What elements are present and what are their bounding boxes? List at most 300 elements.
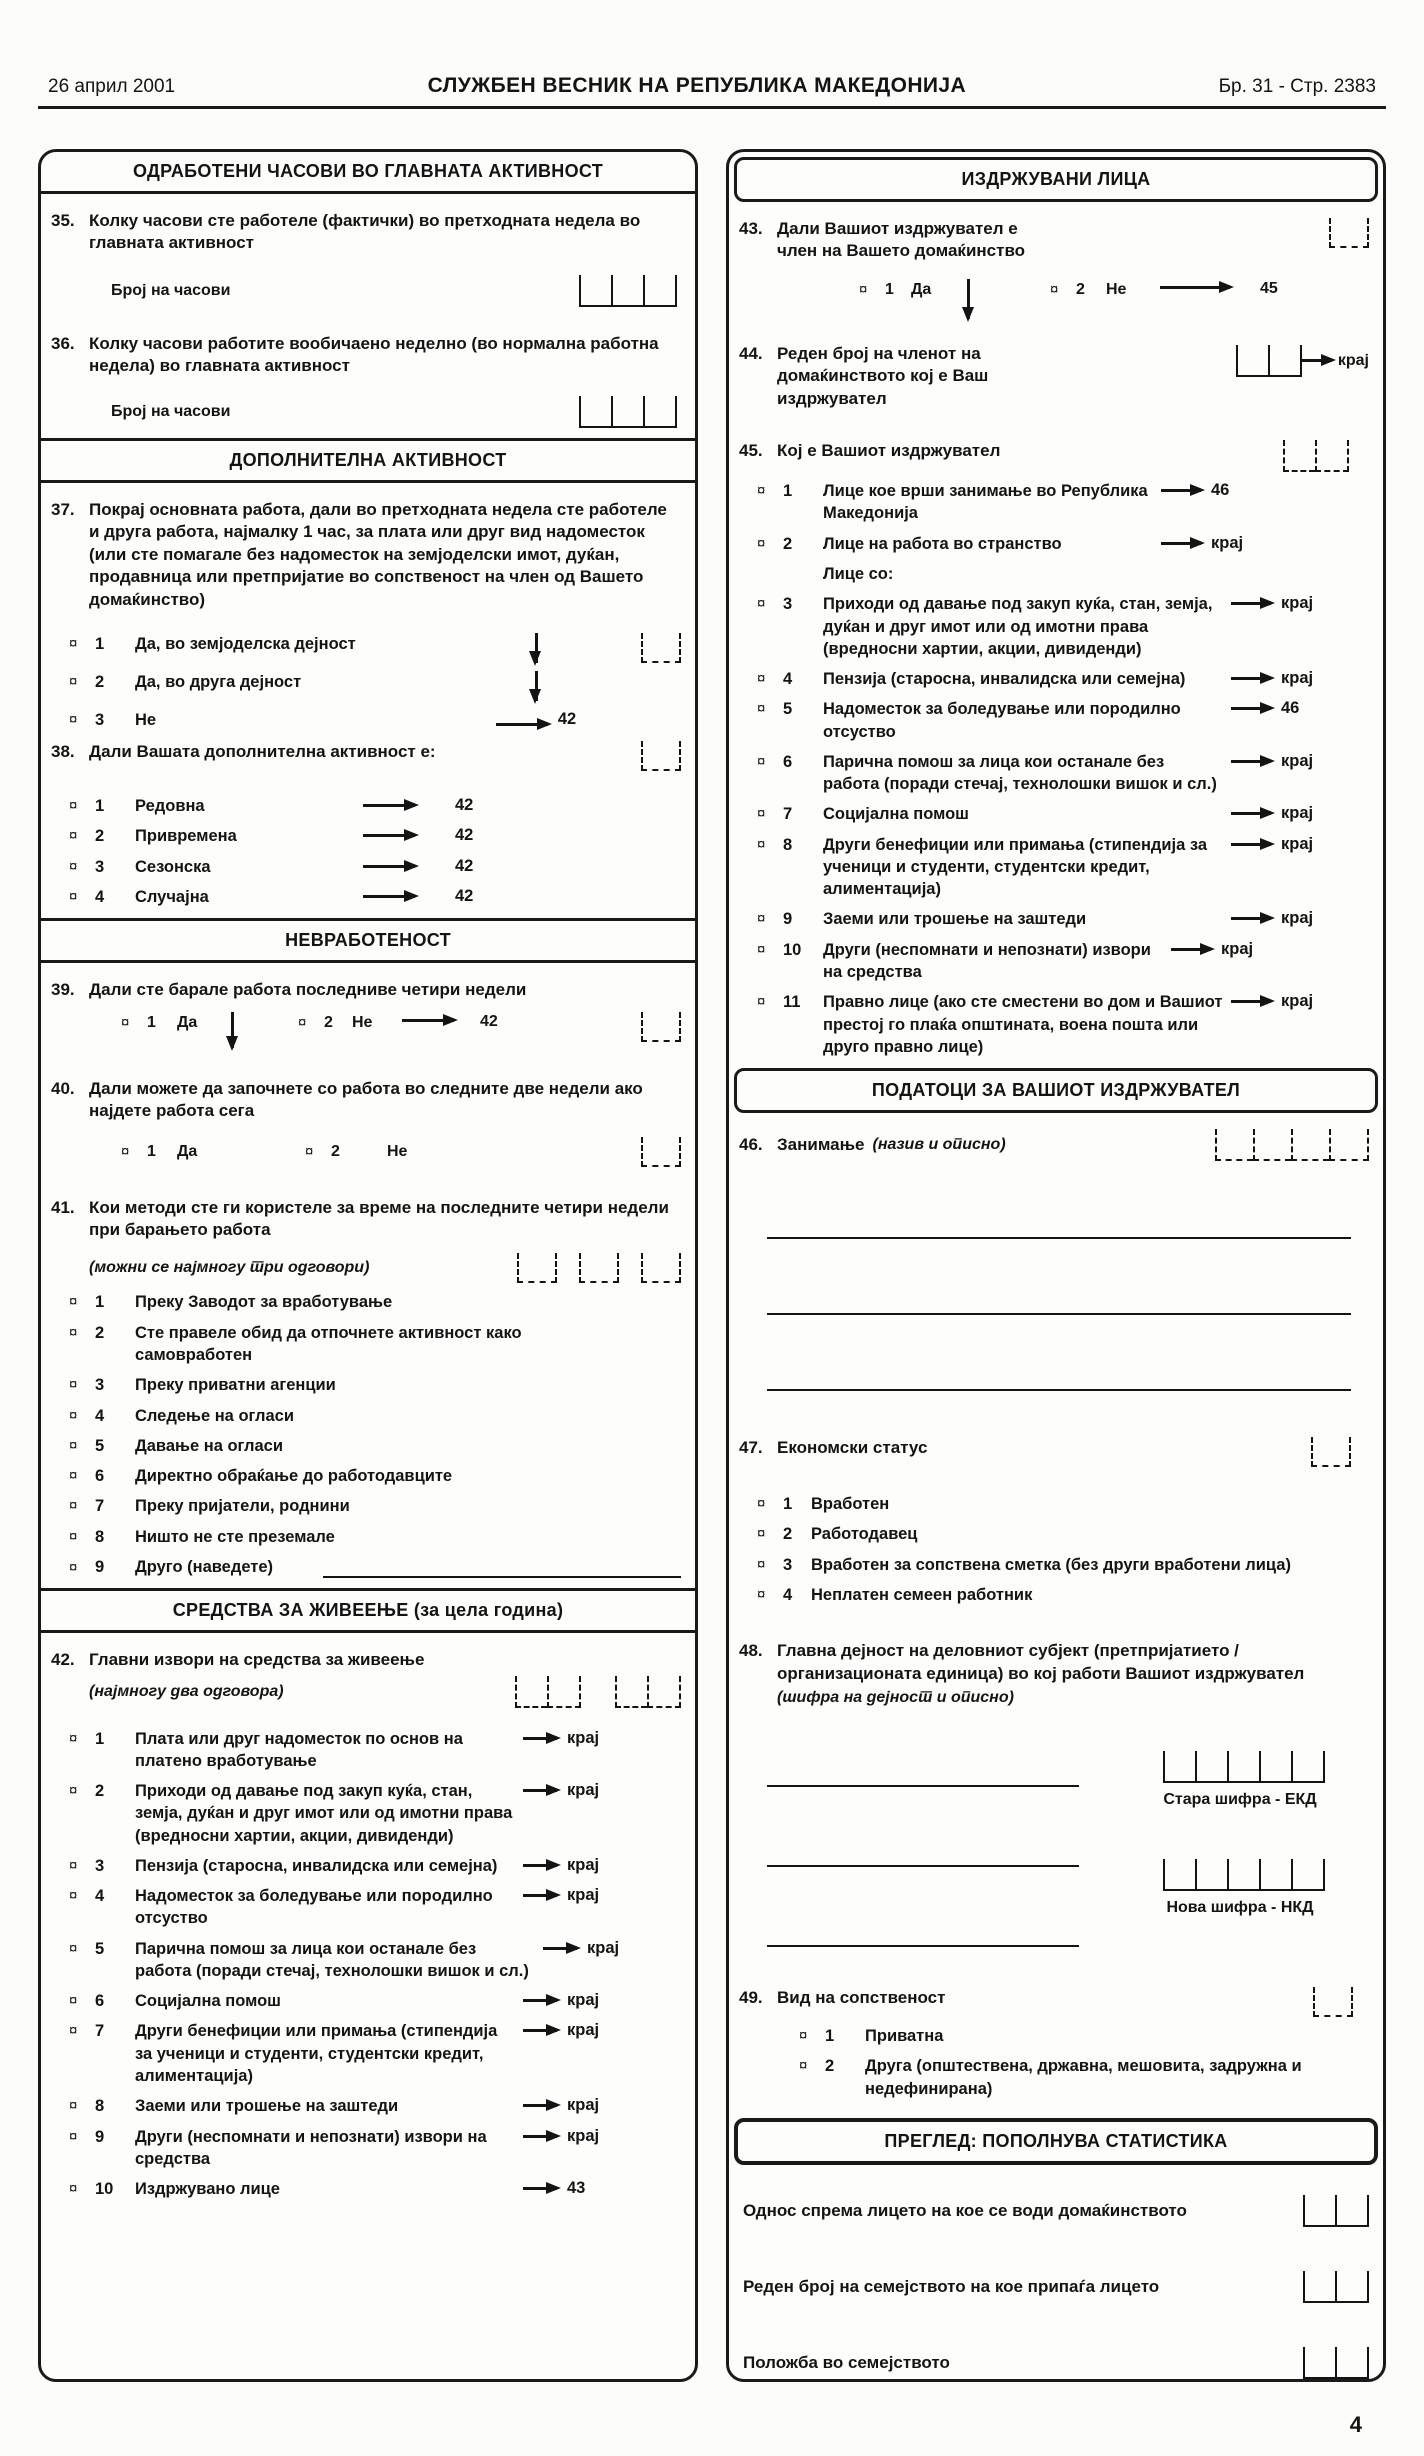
- checkbox-icon[interactable]: ¤: [69, 1939, 78, 1957]
- checkbox-icon[interactable]: ¤: [757, 835, 766, 853]
- question-44-text: Реден број на членот на домаќинството кој е Ваш издржувател: [777, 343, 989, 408]
- option-label: Вработен: [811, 1495, 890, 1514]
- arrow-right-icon: [523, 1737, 557, 1740]
- option-label: Приватна: [865, 2026, 944, 2045]
- option-label: Преку приватни агенции: [135, 1376, 336, 1395]
- skip-target: 42: [455, 887, 474, 905]
- option-label: Заеми или трошење на заштеди: [823, 910, 1087, 929]
- option-code: 3: [783, 595, 793, 614]
- option-42-3[interactable]: [69, 1855, 681, 1877]
- arrow-right-icon: [1231, 1000, 1271, 1003]
- skip-target: крај: [567, 1781, 600, 1800]
- option-label: Други (неспомнати и непознати) извори на средства: [135, 2127, 487, 2168]
- checkbox-icon[interactable]: ¤: [69, 888, 78, 905]
- option-label: Плата или друг надоместок по основ на платено вработување: [135, 1729, 463, 1770]
- option-label: Да: [911, 280, 932, 298]
- checkbox-icon[interactable]: ¤: [298, 1013, 307, 1031]
- option-label: Издржувано лице: [135, 2180, 280, 2199]
- option-code: 1: [783, 1495, 793, 1514]
- answer-box-q38[interactable]: [641, 741, 681, 771]
- checkbox-icon[interactable]: ¤: [69, 2180, 78, 2198]
- option-code: 11: [783, 993, 801, 1012]
- skip-target: крај: [1281, 804, 1314, 823]
- arrow-down-icon: [535, 633, 538, 663]
- arrow-right-icon: [523, 1894, 557, 1897]
- answer-box-q45[interactable]: [1283, 440, 1349, 472]
- skip-target: крај: [587, 1938, 620, 1957]
- question-40-number: 40.: [51, 1078, 75, 1098]
- skip-target: крај: [1281, 751, 1314, 770]
- question-36: [51, 333, 681, 428]
- option-label: Сезонска: [135, 857, 211, 876]
- option-label: Да, во земјоделска дејност: [135, 634, 356, 653]
- question-48: [739, 1640, 1369, 1947]
- option-label: Не: [352, 1013, 373, 1031]
- option-45-11[interactable]: [757, 991, 1369, 1058]
- option-code: 4: [95, 1406, 105, 1425]
- skip-target: крај: [1281, 669, 1314, 688]
- question-35: [51, 210, 681, 307]
- question-38-number: 38.: [51, 742, 75, 762]
- checkbox-icon[interactable]: ¤: [69, 634, 78, 652]
- write-line-occupation-2[interactable]: [767, 1311, 1351, 1315]
- answer-box-q47[interactable]: [1311, 1437, 1351, 1467]
- option-41-1[interactable]: [69, 1291, 681, 1313]
- checkbox-icon[interactable]: ¤: [69, 2127, 78, 2145]
- skip-target: крај: [1221, 939, 1254, 958]
- option-41-7[interactable]: [69, 1495, 681, 1517]
- question-45-number: 45.: [739, 441, 763, 461]
- option-code: 3: [95, 1856, 105, 1875]
- arrow-right-icon: [363, 895, 415, 898]
- arrow-right-icon: [1231, 812, 1271, 815]
- option-code: 10: [95, 2180, 114, 2199]
- arrow-right-icon: [1161, 489, 1201, 492]
- skip-target: крај: [567, 1855, 600, 1874]
- skip-target: 42: [455, 856, 474, 875]
- answer-box-q41-2[interactable]: [579, 1253, 619, 1283]
- question-36-sublabel: Број на часови: [111, 402, 231, 420]
- checkbox-icon[interactable]: ¤: [757, 940, 766, 958]
- option-42-5[interactable]: [69, 1938, 681, 1983]
- option-45-3[interactable]: [757, 593, 1369, 660]
- answer-box-q49[interactable]: [1313, 1987, 1353, 2017]
- question-39: [51, 979, 681, 1047]
- answer-box-q41-3[interactable]: [641, 1253, 681, 1283]
- option-label: Лице кое врши занимање во Република Македонија: [823, 482, 1148, 523]
- option-37-1[interactable]: [69, 633, 681, 663]
- question-47-number: 47.: [739, 1438, 763, 1458]
- option-41-2[interactable]: [69, 1322, 681, 1367]
- question-38-text: Дали Вашата дополнителна активност е:: [89, 742, 436, 762]
- checkbox-icon[interactable]: ¤: [69, 1293, 78, 1311]
- arrow-down-icon: [535, 671, 538, 701]
- old-code-label: Стара шифра - ЕКД: [1163, 1790, 1317, 1808]
- page-number: 4: [1349, 2411, 1362, 2437]
- skip-target: 43: [567, 2179, 586, 2198]
- question-46-number: 46.: [739, 1134, 763, 1154]
- arrow-right-icon: [1160, 286, 1230, 289]
- arrow-right-icon: [363, 865, 415, 868]
- option-label: Приходи од давање под закуп куќа, стан, земја, дуќан и друг имот или од имотни права (вредносни хартии, акции, дивиденди): [823, 595, 1213, 658]
- checkbox-icon[interactable]: ¤: [757, 910, 766, 928]
- option-code: 4: [95, 1887, 105, 1906]
- skip-target: 42: [557, 709, 577, 728]
- option-label: Приходи од давање под закуп куќа, стан, земја, дуќан и друг имот или од имотни права (вредносни хартии, акции, дивиденди): [135, 1782, 513, 1845]
- option-code: 4: [95, 888, 105, 906]
- left-column: [38, 149, 698, 2382]
- checkbox-icon[interactable]: ¤: [69, 1436, 78, 1454]
- skip-target: 46: [1281, 699, 1300, 718]
- checkbox-icon[interactable]: ¤: [69, 1467, 78, 1485]
- skip-target: крај: [567, 2126, 600, 2145]
- option-label: Да: [177, 1142, 198, 1160]
- stat-row-family-position: [743, 2347, 1369, 2379]
- option-code: 1: [825, 2026, 835, 2045]
- checkbox-icon[interactable]: ¤: [757, 534, 766, 552]
- answer-box-q41-1[interactable]: [517, 1253, 557, 1283]
- question-49: [739, 1987, 1369, 2100]
- question-49-text: Вид на сопственост: [777, 1987, 946, 2007]
- answer-box-q35[interactable]: [579, 275, 677, 307]
- option-37-2[interactable]: [69, 671, 681, 701]
- option-code: 9: [95, 2127, 105, 2146]
- question-47: [739, 1437, 1369, 1606]
- option-code: 1: [95, 797, 105, 816]
- option-code: 3: [95, 710, 105, 729]
- option-code: 5: [95, 1939, 105, 1958]
- section-header-provider-data: ПОДАТОЦИ ЗА ВАШИОТ ИЗДРЖУВАТЕЛ: [734, 1068, 1378, 1113]
- option-47-3[interactable]: [757, 1554, 1369, 1576]
- option-code: 2: [1076, 280, 1085, 298]
- option-45-5[interactable]: [757, 698, 1369, 743]
- option-37-3[interactable]: [69, 709, 681, 731]
- option-label: Други (неспомнати и непознати) извори на средства: [823, 940, 1151, 981]
- option-label: Не: [1106, 280, 1127, 298]
- write-line-other-method[interactable]: [323, 1574, 681, 1578]
- arrow-right-icon: [363, 804, 415, 807]
- section-header-worked-hours: ОДРАБОТЕНИ ЧАСОВИ ВО ГЛАВНАТА АКТИВНОСТ: [41, 152, 695, 194]
- old-code-box[interactable]: [1163, 1751, 1325, 1783]
- option-49-1[interactable]: [799, 2025, 1369, 2047]
- header-issue-number: Бр. 31 - Стр. 2383: [1218, 76, 1376, 97]
- option-label: Следење на огласи: [135, 1406, 294, 1425]
- question-48-hint: (шифра на дејност и описно): [777, 1688, 1014, 1706]
- checkbox-icon[interactable]: ¤: [69, 1782, 78, 1800]
- checkbox-icon[interactable]: ¤: [757, 1555, 766, 1573]
- option-42-1[interactable]: [69, 1728, 681, 1773]
- question-41-hint: (можни се најмногу три одговори): [89, 1259, 370, 1277]
- option-label: Друга (општествена, државна, мешовита, задружна и недефинирана): [865, 2057, 1302, 2098]
- question-44: [739, 343, 1369, 410]
- option-code: 8: [783, 835, 793, 854]
- checkbox-icon[interactable]: ¤: [69, 672, 78, 690]
- checkbox-icon[interactable]: ¤: [757, 1525, 766, 1543]
- write-line-activity-1[interactable]: [767, 1783, 1079, 1787]
- option-38-4[interactable]: [69, 886, 681, 908]
- checkbox-icon[interactable]: ¤: [757, 670, 766, 688]
- arrow-right-icon: [523, 1999, 557, 2002]
- checkbox-icon[interactable]: ¤: [69, 1856, 78, 1874]
- section-header-unemployment: НЕВРАБОТЕНОСТ: [41, 918, 695, 963]
- checkbox-icon[interactable]: ¤: [69, 710, 78, 728]
- skip-target: 42: [455, 796, 474, 815]
- arrow-right-icon: [523, 2135, 557, 2138]
- stat-row-family-number: [743, 2271, 1369, 2303]
- skip-target: крај: [567, 1991, 600, 2010]
- arrow-right-icon: [523, 1789, 557, 1792]
- question-43-text: Дали Вашиот издржувател е член на Вашето домаќинство: [777, 219, 1026, 261]
- answer-box-q44[interactable]: [1236, 345, 1302, 377]
- section-header-statistics-review: ПРЕГЛЕД: ПОПОЛНУВА СТАТИСТИКА: [734, 2118, 1378, 2165]
- stat-box-family-position[interactable]: [1303, 2347, 1369, 2379]
- option-42-7[interactable]: [69, 2020, 681, 2087]
- checkbox-icon[interactable]: ¤: [69, 797, 78, 815]
- option-45-1[interactable]: [757, 480, 1369, 525]
- option-code: 1: [885, 280, 894, 298]
- option-label: Давање на огласи: [135, 1436, 283, 1455]
- checkbox-icon[interactable]: ¤: [69, 1323, 78, 1341]
- option-38-1[interactable]: [69, 795, 681, 817]
- question-36-number: 36.: [51, 333, 75, 353]
- option-41-8[interactable]: [69, 1526, 681, 1548]
- checkbox-icon[interactable]: ¤: [69, 1887, 78, 1905]
- question-46-hint: (назив и описно): [872, 1136, 1006, 1154]
- arrow-right-icon: [523, 1864, 557, 1867]
- option-code: 8: [95, 2097, 105, 2116]
- answer-box-q42-2[interactable]: [615, 1676, 681, 1708]
- arrow-right-icon: [402, 1019, 454, 1022]
- stat-box-family-number[interactable]: [1303, 2271, 1369, 2303]
- skip-target: крај: [567, 1886, 600, 1905]
- option-45-8[interactable]: [757, 834, 1369, 901]
- option-47-4[interactable]: [757, 1584, 1369, 1606]
- answer-box-q42-1[interactable]: [515, 1676, 581, 1708]
- checkbox-icon[interactable]: ¤: [69, 2097, 78, 2115]
- answer-box-q43[interactable]: [1329, 218, 1369, 248]
- checkbox-icon[interactable]: ¤: [1050, 280, 1059, 298]
- question-41-text: Кои методи сте ги користеле за време на последните четири недели при барањето работа: [89, 1197, 669, 1240]
- option-label: Случајна: [135, 888, 209, 906]
- checkbox-icon[interactable]: ¤: [69, 1406, 78, 1424]
- option-45-6[interactable]: [757, 751, 1369, 796]
- option-code: 10: [783, 940, 802, 959]
- option-38-3[interactable]: [69, 856, 681, 878]
- skip-target: крај: [1211, 533, 1244, 552]
- write-line-activity-2[interactable]: [767, 1863, 1079, 1867]
- option-label: Пензија (старосна, инвалидска или семејна): [135, 1856, 498, 1875]
- checkbox-icon[interactable]: ¤: [757, 1585, 766, 1603]
- question-48-number: 48.: [739, 1641, 763, 1661]
- option-47-2[interactable]: [757, 1523, 1369, 1545]
- option-label: Друго (наведете): [135, 1557, 274, 1576]
- option-45-10[interactable]: [757, 939, 1369, 984]
- arrow-right-icon: [1161, 542, 1201, 545]
- skip-target: крај: [1281, 594, 1314, 613]
- skip-target: крај: [1337, 351, 1369, 369]
- question-36-text: Колку часови работите вообичаено неделно (во нормална работна недела) во главната активност: [89, 333, 659, 376]
- checkbox-icon[interactable]: ¤: [757, 752, 766, 770]
- write-line-occupation-3[interactable]: [767, 1387, 1351, 1391]
- option-code: 9: [95, 1557, 105, 1576]
- option-code: 2: [324, 1013, 333, 1031]
- option-label: Да, во друга дејност: [135, 672, 302, 691]
- question-38: [51, 741, 681, 908]
- question-42: [51, 1649, 681, 2200]
- question-43: [739, 218, 1369, 319]
- checkbox-icon[interactable]: ¤: [69, 857, 78, 875]
- stat-row-label: Однос спрема лицето на кое се води домаќинството: [743, 2200, 1187, 2220]
- option-label: Привремена: [135, 827, 237, 846]
- option-code: 6: [95, 1992, 105, 2011]
- option-code: 2: [331, 1142, 340, 1160]
- arrow-right-icon: [523, 2029, 557, 2032]
- option-label: Преку пријатели, роднини: [135, 1497, 350, 1516]
- option-41-4[interactable]: [69, 1405, 681, 1427]
- checkbox-icon[interactable]: ¤: [121, 1143, 130, 1161]
- option-41-6[interactable]: [69, 1465, 681, 1487]
- option-47-1[interactable]: [757, 1493, 1369, 1515]
- option-code: 7: [783, 805, 793, 824]
- option-41-3[interactable]: [69, 1374, 681, 1396]
- option-code: 7: [95, 2022, 105, 2041]
- option-42-10[interactable]: [69, 2178, 681, 2200]
- new-code-label: Нова шифра - НКД: [1166, 1898, 1314, 1916]
- skip-target: крај: [1281, 992, 1314, 1011]
- option-42-9[interactable]: [69, 2126, 681, 2171]
- option-45-2[interactable]: [757, 533, 1369, 555]
- arrow-right-icon: [523, 2187, 557, 2190]
- arrow-right-icon: [1231, 917, 1271, 920]
- option-code: 1: [95, 634, 105, 653]
- option-42-8[interactable]: [69, 2095, 681, 2117]
- option-45-9[interactable]: [757, 908, 1369, 930]
- checkbox-icon[interactable]: ¤: [757, 482, 766, 500]
- answer-box-q39[interactable]: [641, 1012, 681, 1042]
- stat-box-relation[interactable]: [1303, 2195, 1369, 2227]
- checkbox-icon[interactable]: ¤: [69, 1992, 78, 2010]
- option-label: Социјална помош: [823, 805, 969, 824]
- checkbox-icon[interactable]: ¤: [757, 805, 766, 823]
- option-code: 2: [783, 1525, 793, 1544]
- checkbox-icon[interactable]: ¤: [799, 2057, 808, 2075]
- q45-interstitial: Лице со:: [823, 564, 894, 583]
- question-41-number: 41.: [51, 1197, 75, 1217]
- option-45-7[interactable]: [757, 803, 1369, 825]
- option-label: Вработен за сопствена сметка (без други вработени лица): [811, 1555, 1291, 1574]
- arrow-right-icon: [1231, 760, 1271, 763]
- checkbox-icon[interactable]: ¤: [69, 1559, 78, 1577]
- arrow-right-icon: [1231, 602, 1271, 605]
- arrow-down-icon: [231, 1012, 234, 1048]
- skip-target: 46: [1211, 481, 1230, 500]
- checkbox-icon[interactable]: ¤: [69, 827, 78, 845]
- checkbox-icon[interactable]: ¤: [757, 1495, 766, 1513]
- option-code: 3: [783, 1555, 793, 1574]
- option-code: 6: [783, 752, 793, 771]
- checkbox-icon[interactable]: ¤: [859, 280, 868, 298]
- question-45: [739, 440, 1369, 1058]
- question-47-text: Економски статус: [777, 1438, 928, 1458]
- option-code: 1: [147, 1013, 156, 1031]
- skip-target: крај: [1281, 834, 1314, 853]
- write-line-occupation-1[interactable]: [767, 1235, 1351, 1239]
- option-code: 4: [783, 670, 793, 689]
- option-45-4[interactable]: [757, 668, 1369, 690]
- option-code: 5: [783, 700, 793, 719]
- question-37-text: Покрај основната работа, дали во претходната недела сте работеле и друга работа, најмалку 1 час, за плата или друг вид надоместок (или сте помагале без надоместок на земјоделски имот, дуќан, продавница или претпријатие во сопственост на член од Вашето домаќинство): [89, 499, 667, 609]
- option-code: 2: [95, 1782, 105, 1801]
- answer-box-q40[interactable]: [641, 1137, 681, 1167]
- option-label: Социјална помош: [135, 1992, 281, 2011]
- checkbox-icon[interactable]: ¤: [799, 2026, 808, 2044]
- option-42-4[interactable]: [69, 1885, 681, 1930]
- write-line-activity-3[interactable]: [767, 1943, 1079, 1947]
- section-header-additional-activity: ДОПОЛНИТЕЛНА АКТИВНОСТ: [41, 438, 695, 483]
- checkbox-icon[interactable]: ¤: [69, 2022, 78, 2040]
- option-42-6[interactable]: [69, 1990, 681, 2012]
- checkbox-icon[interactable]: ¤: [757, 595, 766, 613]
- checkbox-icon[interactable]: ¤: [305, 1143, 314, 1161]
- option-label: Лице на работа во странство: [823, 534, 1062, 553]
- checkbox-icon[interactable]: ¤: [69, 1497, 78, 1515]
- arrow-right-icon: [1231, 843, 1271, 846]
- option-42-2[interactable]: [69, 1780, 681, 1847]
- option-code: 2: [95, 827, 105, 846]
- option-label: Парична помош за лица кои останале без работа (поради стечај, технолошки вишок и сл.): [823, 752, 1217, 794]
- option-41-5[interactable]: [69, 1435, 681, 1457]
- checkbox-icon[interactable]: ¤: [69, 1729, 78, 1747]
- arrow-right-icon: [523, 2104, 557, 2107]
- answer-box-q37[interactable]: [641, 633, 681, 663]
- arrow-right-icon: [1231, 707, 1271, 710]
- answer-box-q46[interactable]: [1215, 1129, 1369, 1161]
- arrow-right-icon: [496, 723, 548, 726]
- checkbox-icon[interactable]: ¤: [69, 1376, 78, 1394]
- option-label: Редовна: [135, 797, 205, 816]
- question-39-number: 39.: [51, 980, 75, 1000]
- question-42-text: Главни извори на средства за живеење: [89, 1650, 425, 1670]
- question-35-text: Колку часови сте работеле (фактички) во претходната недела во главната активност: [89, 211, 641, 253]
- option-code: 1: [147, 1142, 156, 1160]
- question-46: [739, 1129, 1369, 1391]
- question-35-sublabel: Број на часови: [111, 282, 231, 300]
- question-40: [51, 1078, 681, 1167]
- option-label: Директно обраќање до работодавците: [135, 1467, 453, 1486]
- checkbox-icon[interactable]: ¤: [69, 1527, 78, 1545]
- option-49-2[interactable]: [799, 2055, 1369, 2100]
- question-40-text: Дали можете да започнете со работа во следните две недели ако најдете работа сега: [89, 1078, 643, 1121]
- section-header-means-of-living: СРЕДСТВА ЗА ЖИВЕЕЊЕ (за цела година): [41, 1588, 695, 1633]
- new-code-box[interactable]: [1163, 1859, 1325, 1891]
- question-42-number: 42.: [51, 1650, 75, 1670]
- option-41-9[interactable]: [69, 1556, 681, 1578]
- answer-box-q36[interactable]: [579, 396, 677, 428]
- option-38-2[interactable]: [69, 825, 681, 847]
- arrow-right-icon: [1302, 359, 1332, 362]
- skip-target: крај: [1281, 909, 1314, 928]
- option-code: 2: [825, 2057, 835, 2076]
- checkbox-icon[interactable]: ¤: [757, 993, 766, 1011]
- arrow-right-icon: [363, 834, 415, 837]
- option-label: Пензија (старосна, инвалидска или семејна): [823, 670, 1186, 689]
- checkbox-icon[interactable]: ¤: [757, 700, 766, 718]
- stat-row-label: Реден број на семејството на кое припаѓа лицето: [743, 2276, 1160, 2296]
- option-code: 2: [95, 1323, 105, 1342]
- option-code: 1: [783, 482, 793, 501]
- stat-row-label: Положба во семејството: [743, 2352, 950, 2372]
- checkbox-icon[interactable]: ¤: [121, 1013, 130, 1031]
